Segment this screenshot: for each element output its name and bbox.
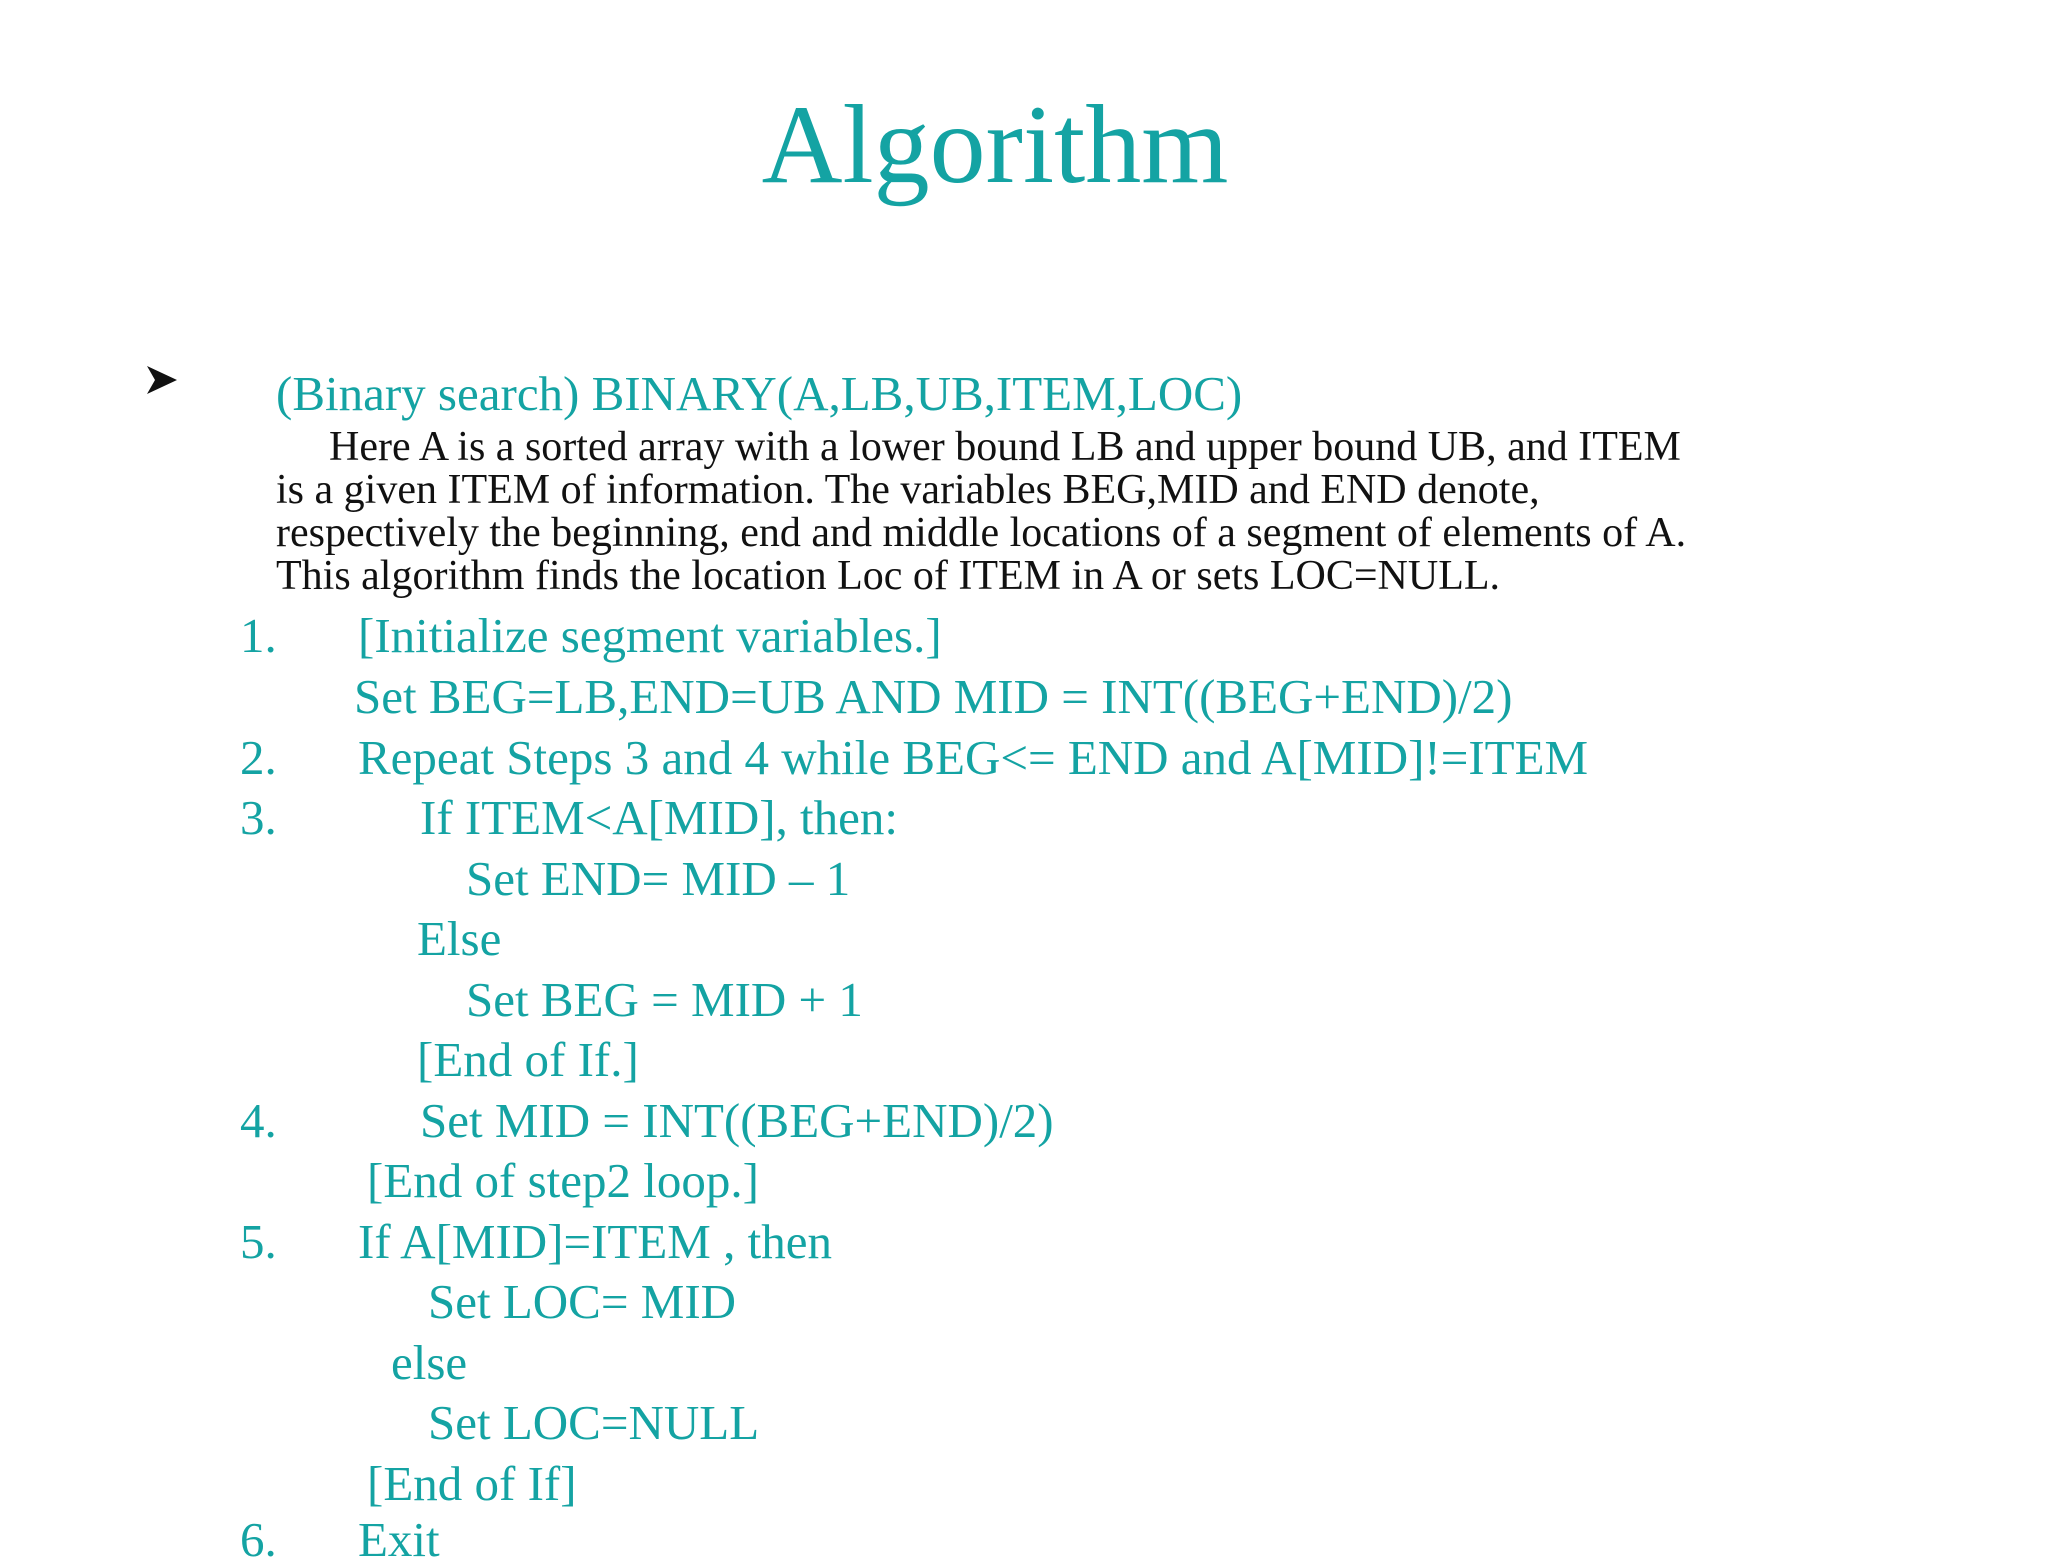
- step-text: Set BEG=LB,END=UB AND MID = INT((BEG+END)/2): [354, 669, 1513, 724]
- step-text: [Initialize segment variables.]: [358, 608, 942, 663]
- description-line: is a given ITEM of information. The variables BEG,MID and END denote,: [276, 467, 1540, 513]
- step-text: [End of step2 loop.]: [367, 1153, 759, 1208]
- step-text: Exit: [358, 1512, 440, 1567]
- step-number: 1.: [240, 608, 277, 663]
- step-text: If A[MID]=ITEM , then: [358, 1214, 832, 1269]
- step-text: Set LOC=NULL: [428, 1395, 760, 1450]
- description-line: respectively the beginning, end and middle locations of a segment of elements of A.: [276, 510, 1687, 556]
- slide-title: Algorithm: [761, 83, 1229, 207]
- step-text: Else: [417, 911, 502, 966]
- step-number: 2.: [240, 730, 277, 785]
- step-text: else: [391, 1335, 468, 1390]
- step-text: Set BEG = MID + 1: [466, 972, 863, 1027]
- step-text: [End of If]: [367, 1456, 577, 1511]
- step-number: 4.: [240, 1093, 277, 1148]
- step-text: [End of If.]: [417, 1032, 639, 1087]
- step-number: 3.: [240, 790, 277, 845]
- arrowhead-bullet-icon: [144, 362, 180, 398]
- step-text: If ITEM<A[MID], then:: [420, 790, 899, 845]
- step-text: Set LOC= MID: [428, 1274, 737, 1329]
- algorithm-description: [276, 426, 1956, 598]
- step-text: Repeat Steps 3 and 4 while BEG<= END and A[MID]!=ITEM: [358, 730, 1589, 785]
- algorithm-heading: (Binary search) BINARY(A,LB,UB,ITEM,LOC): [276, 366, 1243, 421]
- step-number: 5.: [240, 1214, 277, 1269]
- step-text: Set END= MID – 1: [466, 851, 851, 906]
- step-text: Set MID = INT((BEG+END)/2): [420, 1093, 1054, 1148]
- description-line: Here A is a sorted array with a lower bound LB and upper bound UB, and ITEM: [329, 424, 1681, 470]
- step-number: 6.: [240, 1512, 277, 1567]
- description-line: This algorithm finds the location Loc of ITEM in A or sets LOC=NULL.: [276, 553, 1501, 599]
